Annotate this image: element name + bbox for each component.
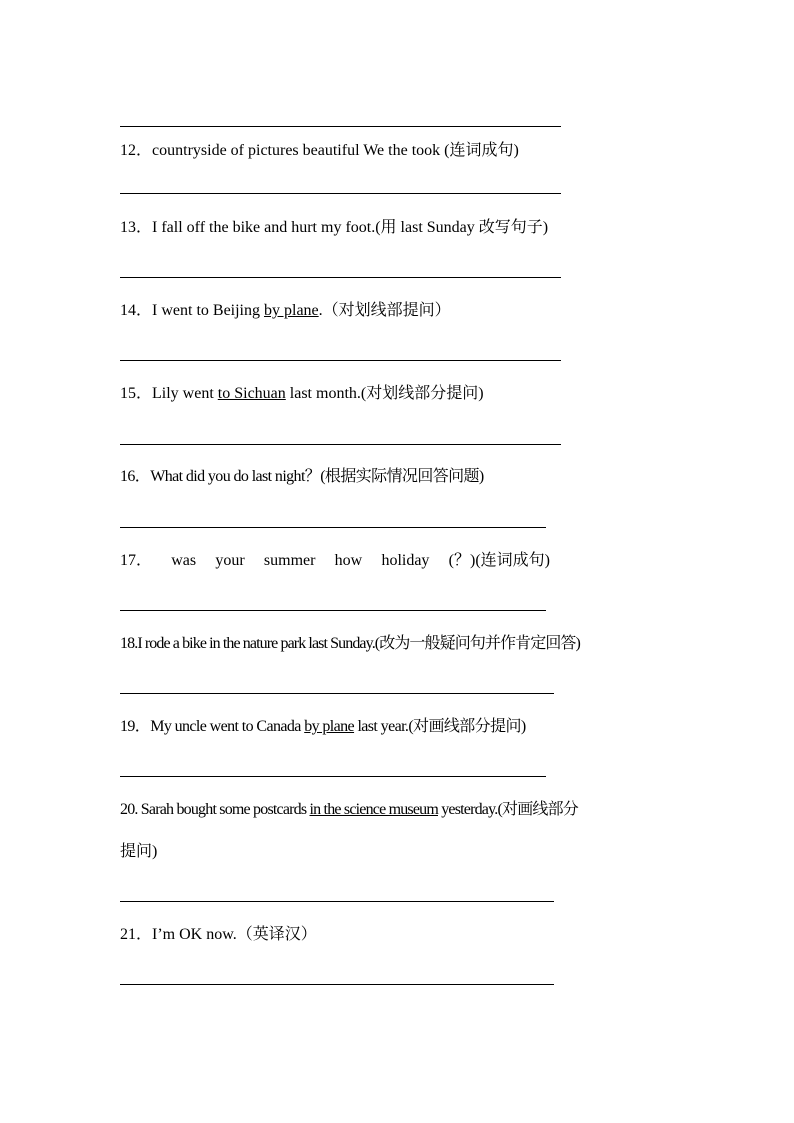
question-number: 16． <box>120 468 151 485</box>
question-15 <box>120 384 484 404</box>
question-number: 13． <box>120 219 153 236</box>
answer-line[interactable] <box>120 984 554 985</box>
question-instruction: (？)(连词成句) <box>448 552 550 569</box>
question-number: 21． <box>120 926 153 943</box>
answer-line[interactable] <box>120 360 561 361</box>
answer-line[interactable] <box>120 126 561 127</box>
question-number: 20. <box>120 801 138 818</box>
question-text: I fall off the bike and hurt my foot.(用 last Sunday 改写句子) <box>152 219 549 236</box>
answer-line[interactable] <box>120 610 546 611</box>
question-number: 15． <box>120 385 153 402</box>
question-14 <box>120 301 451 321</box>
question-text: I rode a bike in the nature park last Sunday.(改为一般疑问句并作肯定回答) <box>137 635 580 652</box>
answer-line[interactable] <box>120 901 554 902</box>
question-instruction: .（对划线部提问） <box>318 302 451 319</box>
scrambled-word: how <box>334 552 363 569</box>
question-text: Lily went <box>152 385 218 402</box>
underlined-phrase: in the science museum <box>309 801 438 818</box>
question-instruction: last year.(对画线部分提问) <box>354 718 526 735</box>
question-number: 19． <box>120 718 151 735</box>
question-16 <box>120 467 484 487</box>
scrambled-word: holiday <box>381 552 430 569</box>
answer-line[interactable] <box>120 527 546 528</box>
answer-line[interactable] <box>120 693 554 694</box>
question-18 <box>120 634 580 654</box>
scrambled-word: was <box>171 552 197 569</box>
answer-line[interactable] <box>120 277 561 278</box>
question-text: I’m OK now.（英译汉） <box>152 926 317 943</box>
answer-line[interactable] <box>120 193 561 194</box>
question-number: 17． <box>120 552 153 569</box>
question-text: countryside of pictures beautiful We the took (连词成句) <box>152 142 519 159</box>
underlined-phrase: to Sichuan <box>217 385 286 402</box>
question-20-continuation <box>120 842 157 862</box>
question-number: 12． <box>120 142 153 159</box>
question-text: What did you do last night？(根据实际情况回答问题) <box>150 468 484 485</box>
question-21 <box>120 925 317 945</box>
question-20 <box>120 800 578 820</box>
underlined-phrase: by plane <box>264 302 319 319</box>
answer-line[interactable] <box>120 444 561 445</box>
question-text: Sarah bought some postcards <box>137 801 310 818</box>
answer-line[interactable] <box>120 776 546 777</box>
question-17 <box>120 551 550 571</box>
question-number: 14． <box>120 302 153 319</box>
question-instruction: 提问) <box>120 843 158 860</box>
question-19 <box>120 717 526 737</box>
underlined-phrase: by plane <box>304 718 355 735</box>
question-12 <box>120 141 519 161</box>
scrambled-word: your <box>215 552 245 569</box>
question-text: My uncle went to Canada <box>150 718 305 735</box>
question-instruction: last month.(对划线部分提问) <box>285 385 484 402</box>
question-text: I went to Beijing <box>152 302 264 319</box>
question-instruction: yesterday.(对画线部分 <box>438 801 578 818</box>
scrambled-word: summer <box>263 552 316 569</box>
question-number: 18. <box>120 635 138 652</box>
question-13 <box>120 218 548 238</box>
